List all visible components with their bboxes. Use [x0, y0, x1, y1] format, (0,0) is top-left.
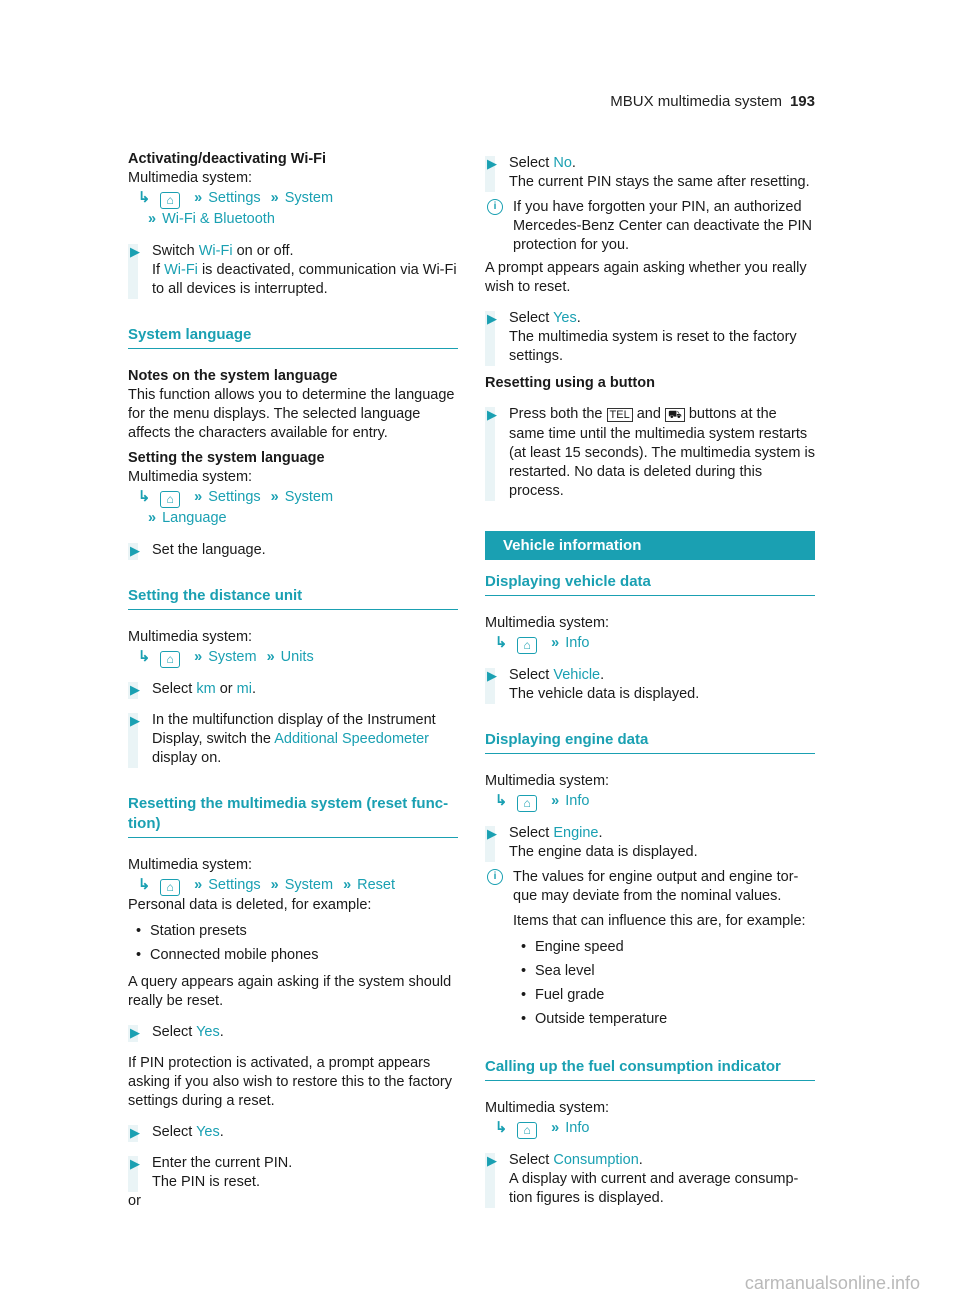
section-fuel-consumption: Calling up the fuel consumption indicator	[485, 1057, 815, 1081]
section-reset: Resetting the multimedia system (reset function)	[128, 794, 458, 838]
home-icon: ⌂	[160, 651, 180, 668]
reset-intro: Multimedia system:	[128, 857, 253, 873]
reset-cont-text: A prompt appears again asking whether you really wish to reset.	[485, 260, 807, 295]
return-arrow-icon: ↳	[138, 649, 151, 665]
double-chevron-icon: »	[148, 510, 157, 526]
wifi-nav-path-2	[128, 209, 458, 230]
step-arrow-icon: ▶	[487, 1153, 497, 1168]
double-chevron-icon: »	[194, 877, 203, 893]
double-chevron-icon: »	[270, 489, 279, 505]
list-item: • Engine speed	[535, 935, 815, 959]
home-icon: ⌂	[517, 637, 537, 654]
vehicle-nav-path-1: ↳ ⌂ » Info	[495, 635, 590, 652]
reset-text-1: Personal data is deleted, for example:	[128, 897, 372, 913]
car-button-icon: ⛟	[665, 408, 685, 422]
step-arrow-icon: ▶	[487, 156, 497, 171]
reset-list	[128, 919, 458, 967]
nav-settings: Settings	[208, 190, 261, 206]
nav-wifi-bluetooth: Wi-Fi & Bluetooth	[162, 211, 275, 227]
lang-notes-title: Notes on the system language	[128, 368, 338, 384]
step-arrow-icon: ▶	[487, 826, 497, 841]
lang-step: ▶ Set the language.	[130, 542, 266, 558]
units-nav-path: ↳ ⌂ » System » Units	[138, 649, 314, 666]
units-step-1: ▶ Select km or mi.	[130, 681, 256, 697]
double-chevron-icon: »	[551, 635, 560, 651]
double-chevron-icon: »	[194, 649, 203, 665]
engine-list	[513, 935, 815, 1031]
vehicle-nav-path-2: ↳ ⌂ » Info	[495, 793, 590, 810]
reset-step-2: ▶ Select Yes.	[130, 1124, 224, 1140]
double-chevron-icon: »	[551, 793, 560, 809]
lang-notes-text: This function allows you to determine the language for the menu displays. The selected language affects the characters available for entry.	[128, 387, 455, 441]
home-icon: ⌂	[160, 879, 180, 896]
home-icon: ⌂	[517, 1122, 537, 1139]
vehicle-step-2: ▶ Select Engine. The engine data is displayed.	[487, 825, 698, 860]
section-vehicle-data: Displaying vehicle data	[485, 572, 815, 596]
double-chevron-icon: »	[270, 190, 279, 206]
vehicle-intro-3: Multimedia system:	[485, 1100, 610, 1116]
info-icon: i	[487, 199, 503, 215]
double-chevron-icon: »	[148, 211, 157, 227]
return-arrow-icon: ↳	[495, 1120, 508, 1136]
lang-intro: Multimedia system:	[128, 469, 253, 485]
step-arrow-icon: ▶	[130, 1025, 140, 1040]
home-icon: ⌂	[160, 192, 180, 209]
tel-button-icon: TEL	[607, 408, 633, 422]
step-arrow-icon: ▶	[130, 682, 140, 697]
double-chevron-icon: »	[194, 489, 203, 505]
step-arrow-icon: ▶	[130, 1156, 140, 1171]
nav-system: System	[284, 190, 334, 206]
right-column	[485, 150, 815, 1208]
list-item: • Outside temperature	[535, 1007, 815, 1031]
wifi-title: Activating/deactivating Wi-Fi	[128, 151, 327, 167]
info-icon: i	[487, 869, 503, 885]
vehicle-nav-path-3: ↳ ⌂ » Info	[495, 1120, 590, 1137]
return-arrow-icon: ↳	[138, 489, 151, 505]
double-chevron-icon: »	[194, 190, 203, 206]
reset-cont-step-2: ▶ Select Yes. The multimedia system is reset to the factory settings.	[487, 310, 797, 364]
watermark: carmanualsonline.info	[744, 1273, 920, 1293]
vehicle-step-3: ▶ Select Consumption. A display with current and average consumption figures is displayed.	[487, 1152, 799, 1206]
lang-nav-path: ↳ ⌂ » Settings » System	[138, 489, 334, 506]
return-arrow-icon: ↳	[495, 635, 508, 651]
double-chevron-icon: »	[551, 1120, 560, 1136]
double-chevron-icon: »	[266, 649, 275, 665]
vehicle-info-box: Vehicle information	[485, 531, 815, 560]
units-intro: Multimedia system:	[128, 629, 253, 645]
page-header	[610, 93, 815, 110]
header-title: MBUX multimedia system	[610, 93, 782, 110]
double-chevron-icon: »	[270, 877, 279, 893]
section-distance-unit: Setting the distance unit	[128, 586, 458, 610]
reset-text-2: A query appears again asking if the system should really be reset.	[128, 974, 452, 1009]
step-arrow-icon: ▶	[130, 713, 140, 728]
wifi-intro: Multimedia system:	[128, 170, 253, 186]
lang-set-title: Setting the system language	[128, 450, 325, 466]
pin-note: i If you have forgotten your PIN, an authorized Mercedes-Benz Center can deactivate the PIN protection for you.	[485, 198, 815, 255]
section-system-language: System language	[128, 325, 458, 349]
reset-button-title: Resetting using a button	[485, 375, 655, 391]
lang-nav-path-2: » Language	[148, 510, 227, 526]
left-column	[128, 150, 458, 1211]
wifi-nav-path	[128, 188, 458, 209]
list-item: • Fuel grade	[535, 983, 815, 1007]
reset-cont-step-3: ▶ Press both the TEL and ⛟ buttons at the same time until the multimedia system restarts (at least 15 seconds). The multimedia system is restarted. No data is deleted during this process.	[487, 406, 815, 499]
vehicle-intro-2: Multimedia system:	[485, 773, 610, 789]
reset-nav-path: ↳ ⌂ » Settings » System » Reset	[138, 877, 396, 894]
vehicle-step-1: ▶ Select Vehicle. The vehicle data is displayed.	[487, 667, 700, 702]
wifi-step: ▶ Switch Wi-Fi on or off. If Wi-Fi is deactivated, communication via Wi-Fi to all devices is interrupted.	[130, 243, 457, 297]
reset-cont-step-1: ▶ Select No. The current PIN stays the same after resetting.	[487, 155, 810, 190]
engine-note: i The values for engine output and engine torque may deviate from the nominal values. Items that can influence this are, for example: • Engine speed • Sea level • Fuel grade • Outside temperature	[485, 868, 815, 1031]
reset-text-3: If PIN protection is activated, a prompt appears asking if you also wish to restore this to the factory settings during a reset.	[128, 1055, 452, 1109]
units-step-2: ▶ In the multifunction display of the Instrument Display, switch the Additional Speedometer display on.	[130, 712, 436, 766]
step-arrow-icon: ▶	[487, 407, 497, 422]
return-arrow-icon: ↳	[138, 190, 151, 206]
step-arrow-icon: ▶	[130, 543, 140, 558]
reset-step-3: ▶ Enter the current PIN. The PIN is reset.	[130, 1155, 293, 1190]
return-arrow-icon: ↳	[495, 793, 508, 809]
step-arrow-icon: ▶	[130, 244, 140, 259]
home-icon: ⌂	[517, 795, 537, 812]
double-chevron-icon: »	[343, 877, 352, 893]
list-item: • Connected mobile phones	[150, 943, 458, 967]
reset-step-1: ▶ Select Yes.	[130, 1024, 224, 1040]
return-arrow-icon: ↳	[138, 877, 151, 893]
step-arrow-icon: ▶	[130, 1125, 140, 1140]
step-arrow-icon: ▶	[487, 311, 497, 326]
page-number: 193	[789, 93, 815, 110]
reset-or: or	[128, 1193, 141, 1209]
step-arrow-icon: ▶	[487, 668, 497, 683]
vehicle-intro-1: Multimedia system:	[485, 615, 610, 631]
section-engine-data: Displaying engine data	[485, 730, 815, 754]
list-item: • Sea level	[535, 959, 815, 983]
list-item: • Station presets	[150, 919, 458, 943]
home-icon: ⌂	[160, 491, 180, 508]
